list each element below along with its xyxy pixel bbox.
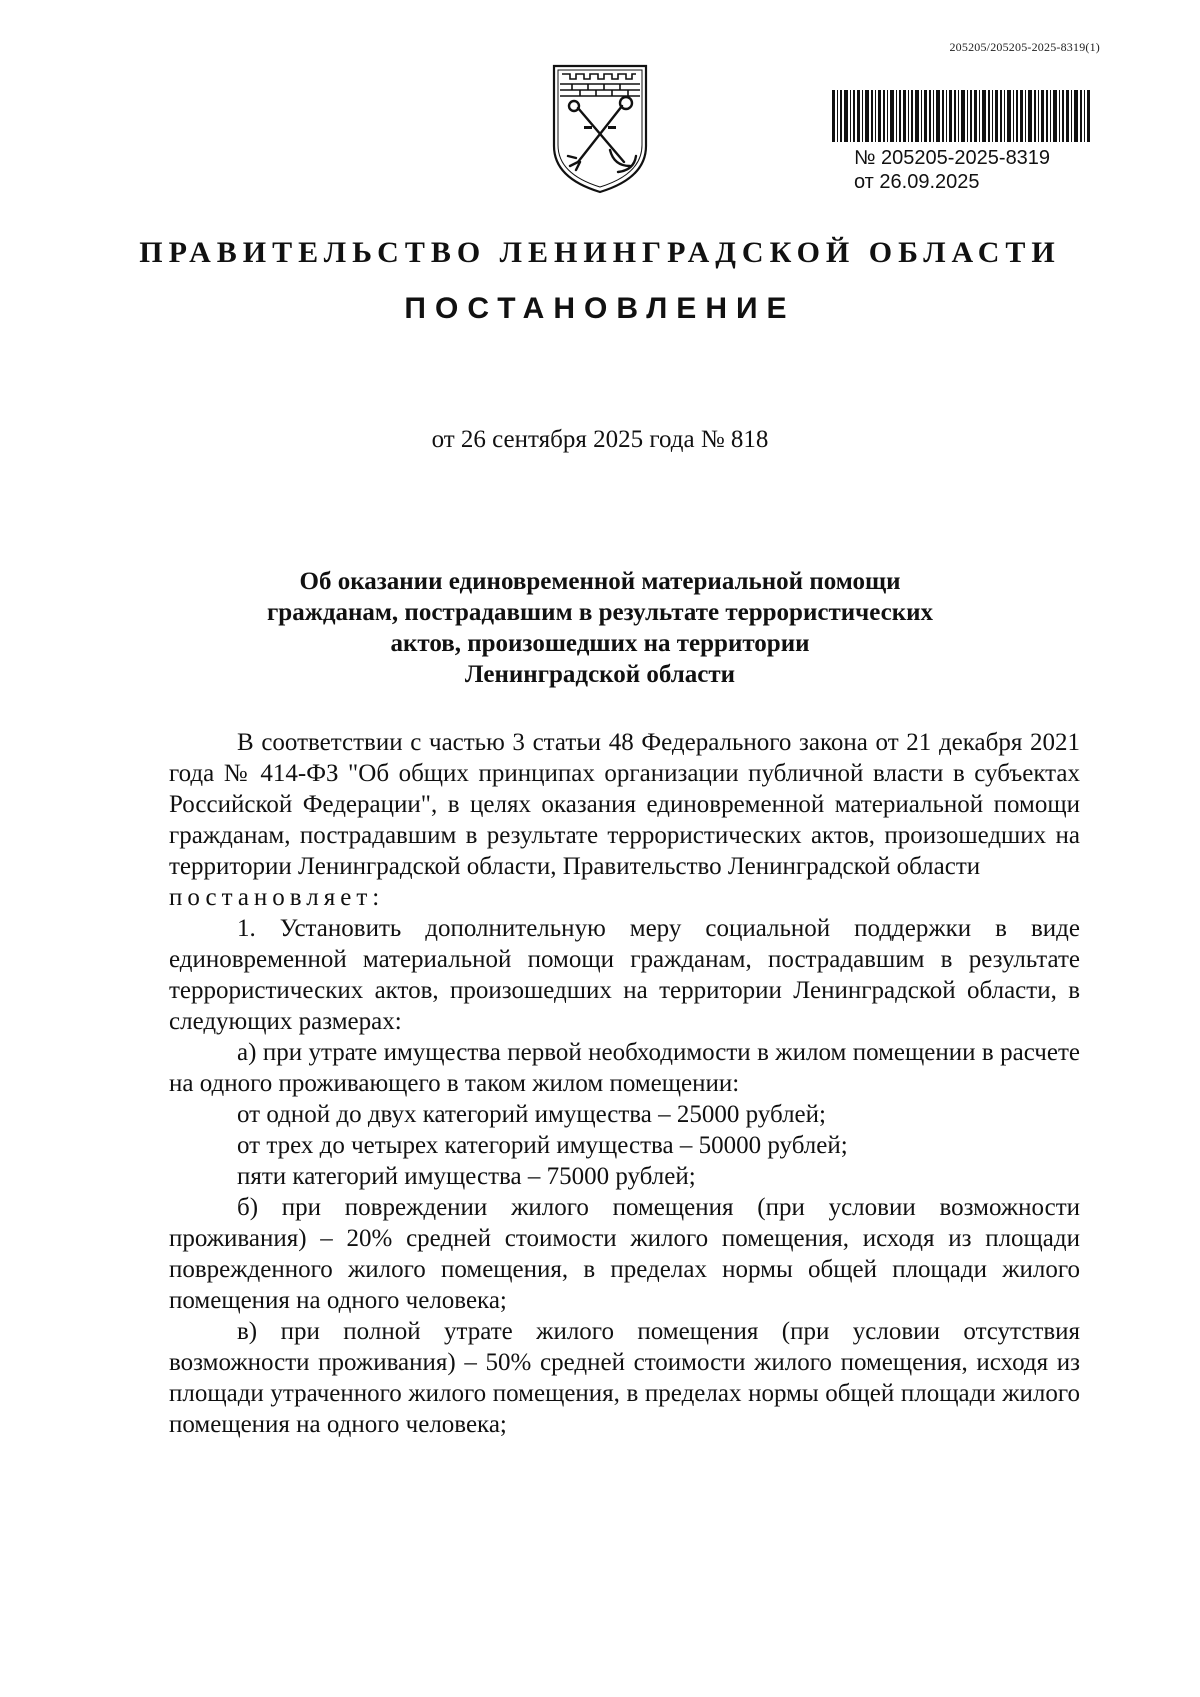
- document-ref-code: 205205/205205-2025-8319(1): [949, 40, 1100, 54]
- document-title-line: Ленинградской области: [464, 661, 736, 688]
- preamble-paragraph: В соответствии с частью 3 статьи 48 Федерального закона от 21 декабря 2021 года № 414-ФЗ "Об общих принципах организации публичной власти в субъектах Российской Федерации", в целях оказания единовременной материальной помощи гражданам, пострадавшим в результате террористических актов, произошедших на территории Ленинградской области, Правительство Ленинградской области: [169, 729, 1080, 880]
- document-title: [200, 566, 1000, 690]
- item-a-category-line: от одной до двух категорий имущества – 25000 рублей;: [237, 1101, 826, 1128]
- item-a-category-line: от трех до четырех категорий имущества – 50000 рублей;: [237, 1132, 848, 1159]
- document-title-line: актов, произошедших на территории: [390, 630, 810, 657]
- document-date-number: от 26 сентября 2025 года № 818: [431, 426, 769, 453]
- item-1-paragraph: 1. Установить дополнительную меру социальной поддержки в виде единовременной материальной помощи гражданам, пострадавшим в результате террористических актов, произошедших на территории Ленинградской области, в следующих размерах:: [169, 915, 1080, 1035]
- item-v-paragraph: в) при полной утрате жилого помещения (при условии отсутствия возможности проживания) – 50% средней стоимости жилого помещения, исходя из площади утраченного жилого помещения, в пределах нормы общей площади жилого помещения на одного человека;: [169, 1318, 1080, 1438]
- document-title-line: Об оказании единовременной материальной помощи: [299, 568, 901, 595]
- document-type: ПОСТАНОВЛЕНИЕ: [404, 292, 796, 325]
- item-a-paragraph: а) при утрате имущества первой необходимости в жилом помещении в расчете на одного проживающего в таком жилом помещении:: [169, 1039, 1080, 1097]
- item-a-category-line: пяти категорий имущества – 75000 рублей;: [237, 1163, 696, 1190]
- leningrad-oblast-coat-of-arms-icon: [548, 62, 652, 196]
- registration-date: от 26.09.2025: [854, 171, 980, 193]
- item-b-paragraph: б) при повреждении жилого помещения (при условии возможности проживания) – 20% средней стоимости жилого помещения, исходя из площади поврежденного жилого помещения, в пределах нормы общей площади жилого помещения на одного человека;: [169, 1194, 1080, 1314]
- document-body: [169, 727, 1080, 1440]
- barcode-icon: [830, 90, 1092, 142]
- issuing-authority: ПРАВИТЕЛЬСТВО ЛЕНИНГРАДСКОЙ ОБЛАСТИ: [139, 236, 1061, 269]
- resolves-word: постановляет:: [169, 884, 385, 911]
- document-title-line: гражданам, пострадавшим в результате террористических: [266, 599, 934, 626]
- registration-number: № 205205-2025-8319: [854, 147, 1051, 169]
- registration-stamp: [830, 90, 1092, 194]
